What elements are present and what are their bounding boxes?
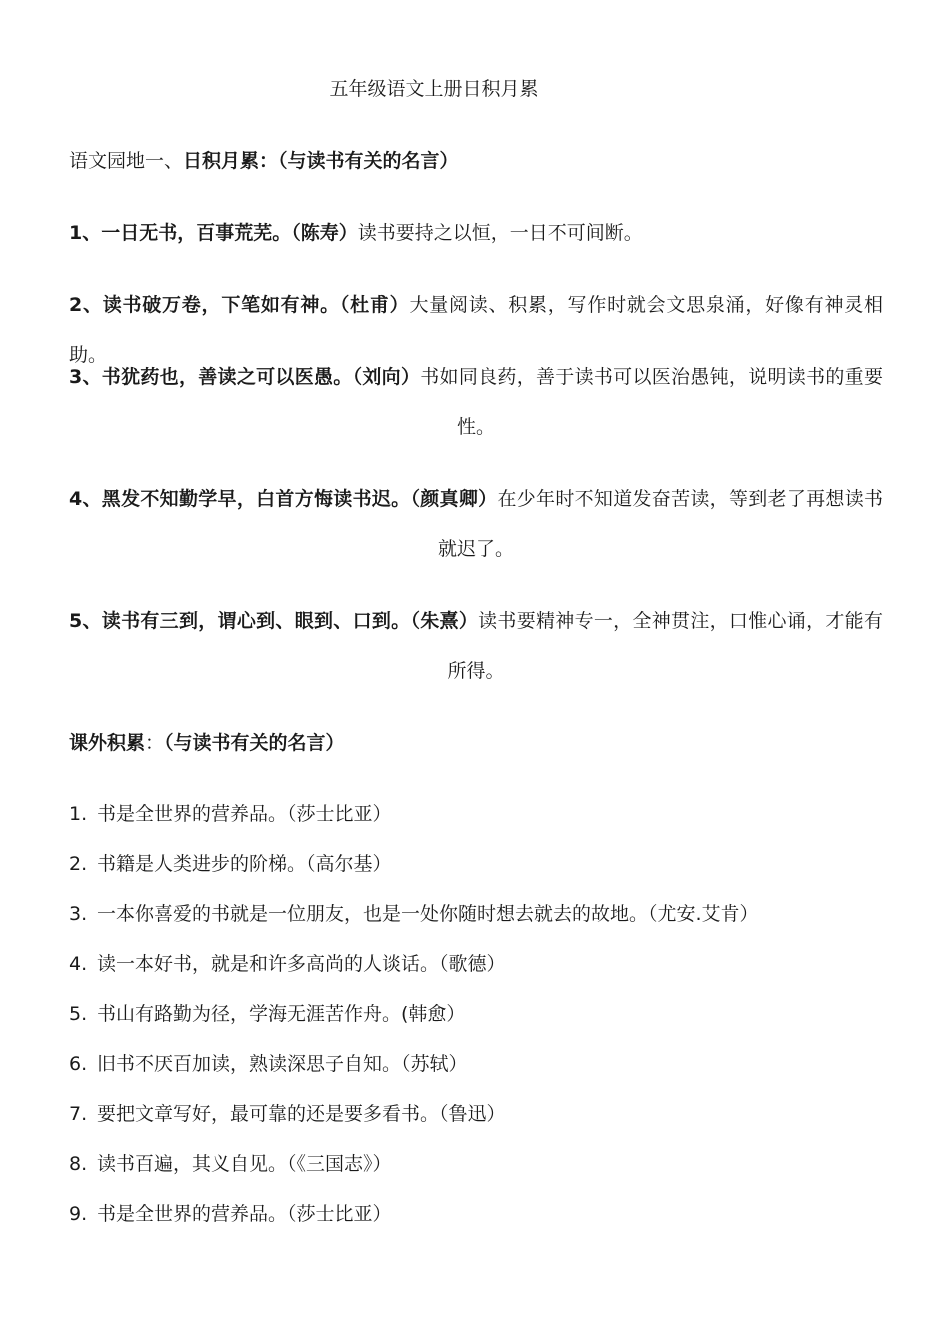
entry-explanation: 读书要持之以恒，一日不可间断。 — [357, 222, 643, 244]
list-number: 1. — [69, 803, 88, 825]
entry-1 — [69, 208, 883, 258]
list-number: 9. — [69, 1203, 88, 1225]
entry-4 — [69, 474, 883, 574]
entry-explanation: 书如同良药，善于读书可以医治愚钝，说明读书的重要性。 — [420, 366, 883, 438]
list-item — [69, 951, 759, 1001]
list-text: 要把文章写好，最可靠的还是要多看书。（鲁迅） — [97, 1103, 506, 1125]
list-item — [69, 1051, 759, 1101]
list-item — [69, 901, 759, 951]
list-number: 4. — [69, 953, 88, 975]
entry-3 — [69, 352, 883, 452]
list-number: 3. — [69, 903, 88, 925]
list-item — [69, 851, 759, 901]
entry-explanation: 在少年时不知道发奋苦读，等到老了再想读书就迟了。 — [437, 488, 883, 560]
list-number: 8. — [69, 1153, 88, 1175]
entry-quote: 1、一日无书，百事荒芜。（陈寿） — [69, 222, 358, 244]
list-number: 6. — [69, 1053, 88, 1075]
section-heading-daily — [69, 148, 459, 174]
section-title: 日积月累：（与读书有关的名言） — [183, 150, 459, 172]
entry-explanation: 读书要精神专一，全神贯注，口惟心诵，才能有所得。 — [447, 610, 883, 682]
list-text: 书山有路勤为径，学海无涯苦作舟。(韩愈） — [97, 1003, 466, 1025]
list-text: 书是全世界的营养品。（莎士比亚） — [97, 803, 392, 825]
quote-list — [69, 801, 759, 1251]
list-text: 读一本好书，就是和许多高尚的人谈话。（歌德） — [97, 953, 506, 975]
entry-5 — [69, 596, 883, 696]
list-text: 旧书不厌百加读，熟读深思子自知。（苏轼） — [97, 1053, 468, 1075]
section-title: 课外积累 — [69, 732, 146, 754]
list-number: 7. — [69, 1103, 88, 1125]
list-text: 书籍是人类进步的阶梯。（高尔基） — [97, 853, 392, 875]
list-number: 2. — [69, 853, 88, 875]
section-subtitle: （与读书有关的名言） — [164, 732, 345, 754]
list-text: 书是全世界的营养品。（莎士比亚） — [97, 1203, 392, 1225]
list-item — [69, 1201, 759, 1251]
entry-quote: 2、读书破万卷，下笔如有神。（杜甫） — [69, 294, 410, 316]
list-item — [69, 1151, 759, 1201]
list-item — [69, 1101, 759, 1151]
list-text: 一本你喜爱的书就是一位朋友，也是一处你随时想去就去的故地。（尤安.艾肯） — [97, 903, 759, 925]
section-colon: ： — [145, 732, 165, 754]
section-heading-extra — [69, 730, 345, 756]
list-text: 读书百遍，其义自见。（《三国志》） — [97, 1153, 392, 1175]
entry-quote: 3、书犹药也，善读之可以医愚。（刘向） — [69, 366, 421, 388]
entry-quote: 4、黑发不知勤学早，白首方悔读书迟。（颜真卿） — [69, 488, 498, 510]
entry-explanation: 大量阅读、积累，写作时就会文思泉涌，好像有神灵相助。 — [69, 294, 883, 366]
page-title: 五年级语文上册日积月累 — [329, 78, 539, 100]
list-number: 5. — [69, 1003, 88, 1025]
list-item — [69, 1001, 759, 1051]
list-item — [69, 801, 759, 851]
entry-quote: 5、读书有三到，谓心到、眼到、口到。（朱熹） — [69, 610, 479, 632]
section-prefix: 语文园地一、 — [69, 150, 184, 172]
